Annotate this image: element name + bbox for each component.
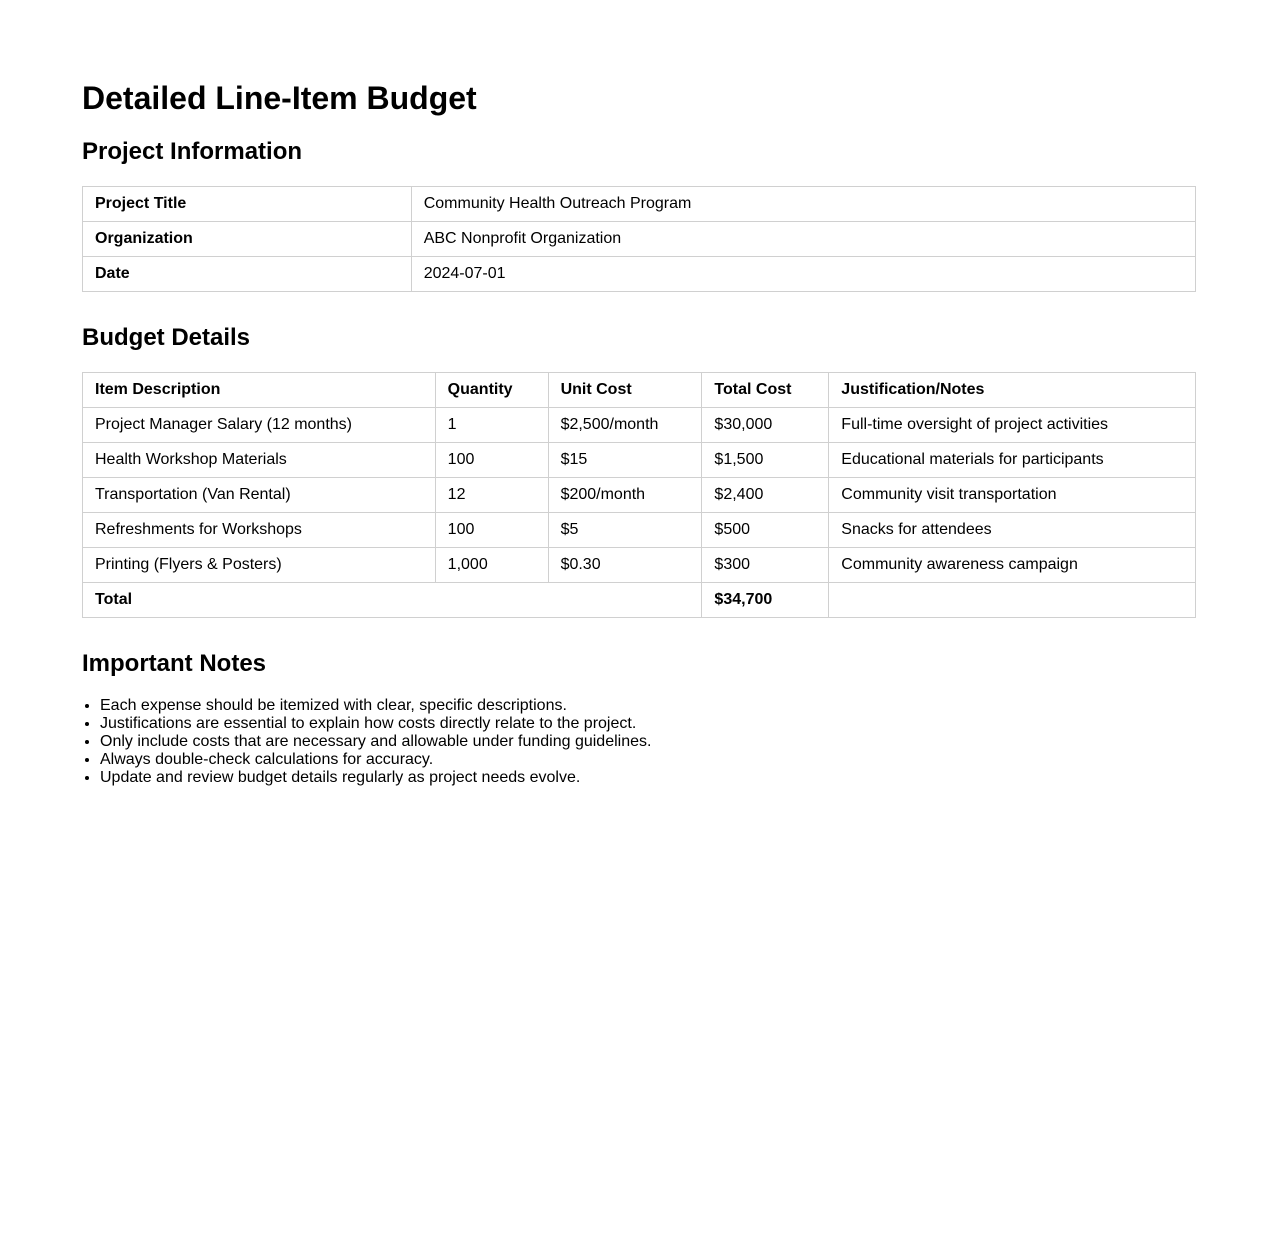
project-info-heading: Project Information bbox=[82, 138, 303, 165]
total-cost: $300 bbox=[702, 548, 829, 583]
budget-table bbox=[82, 372, 1196, 618]
table-row bbox=[83, 513, 1196, 548]
justification-notes: Snacks for attendees bbox=[829, 513, 1196, 548]
item-description: Health Workshop Materials bbox=[83, 443, 436, 478]
total-cost: $2,400 bbox=[702, 478, 829, 513]
project-title-value: Community Health Outreach Program bbox=[411, 187, 1195, 222]
quantity: 1,000 bbox=[435, 548, 548, 583]
table-row bbox=[83, 222, 1196, 257]
list-item: • Justifications are essential to explain how costs directly relate to the project. bbox=[100, 715, 651, 733]
quantity: 100 bbox=[435, 443, 548, 478]
item-description: Refreshments for Workshops bbox=[83, 513, 436, 548]
column-header-unit-cost: Unit Cost bbox=[548, 373, 702, 408]
column-header-total-cost: Total Cost bbox=[702, 373, 829, 408]
item-description: Printing (Flyers & Posters) bbox=[83, 548, 436, 583]
justification-notes: Community awareness campaign bbox=[829, 548, 1196, 583]
table-row bbox=[83, 187, 1196, 222]
unit-cost: $0.30 bbox=[548, 548, 702, 583]
justification-notes: Full-time oversight of project activities bbox=[829, 408, 1196, 443]
unit-cost: $5 bbox=[548, 513, 702, 548]
unit-cost: $2,500/month bbox=[548, 408, 702, 443]
organization-label: Organization bbox=[83, 222, 412, 257]
date-value: 2024-07-01 bbox=[411, 257, 1195, 292]
project-info-table bbox=[82, 186, 1196, 292]
organization-value: ABC Nonprofit Organization bbox=[411, 222, 1195, 257]
total-cost: $500 bbox=[702, 513, 829, 548]
table-header-row bbox=[83, 373, 1196, 408]
column-header-item-description: Item Description bbox=[83, 373, 436, 408]
date-label: Date bbox=[83, 257, 412, 292]
column-header-quantity: Quantity bbox=[435, 373, 548, 408]
list-item: • Update and review budget details regularly as project needs evolve. bbox=[100, 769, 651, 787]
table-row bbox=[83, 257, 1196, 292]
total-value: $34,700 bbox=[702, 583, 829, 618]
quantity: 100 bbox=[435, 513, 548, 548]
total-row bbox=[83, 583, 1196, 618]
list-item: • Always double-check calculations for accuracy. bbox=[100, 751, 651, 769]
important-notes-heading: Important Notes bbox=[82, 650, 267, 677]
table-row bbox=[83, 443, 1196, 478]
justification-notes: Community visit transportation bbox=[829, 478, 1196, 513]
quantity: 12 bbox=[435, 478, 548, 513]
item-description: Transportation (Van Rental) bbox=[83, 478, 436, 513]
project-title-label: Project Title bbox=[83, 187, 412, 222]
unit-cost: $200/month bbox=[548, 478, 702, 513]
table-row bbox=[83, 548, 1196, 583]
list-item: • Each expense should be itemized with clear, specific descriptions. bbox=[100, 697, 651, 715]
budget-details-heading: Budget Details bbox=[82, 324, 251, 351]
column-header-justification: Justification/Notes bbox=[829, 373, 1196, 408]
page-title: Detailed Line-Item Budget bbox=[82, 80, 477, 116]
quantity: 1 bbox=[435, 408, 548, 443]
table-row bbox=[83, 478, 1196, 513]
important-notes-list bbox=[82, 697, 651, 787]
table-row bbox=[83, 408, 1196, 443]
total-notes-empty bbox=[829, 583, 1196, 618]
unit-cost: $15 bbox=[548, 443, 702, 478]
list-item: • Only include costs that are necessary and allowable under funding guidelines. bbox=[100, 733, 651, 751]
justification-notes: Educational materials for participants bbox=[829, 443, 1196, 478]
item-description: Project Manager Salary (12 months) bbox=[83, 408, 436, 443]
total-label: Total bbox=[83, 583, 702, 618]
total-cost: $1,500 bbox=[702, 443, 829, 478]
total-cost: $30,000 bbox=[702, 408, 829, 443]
